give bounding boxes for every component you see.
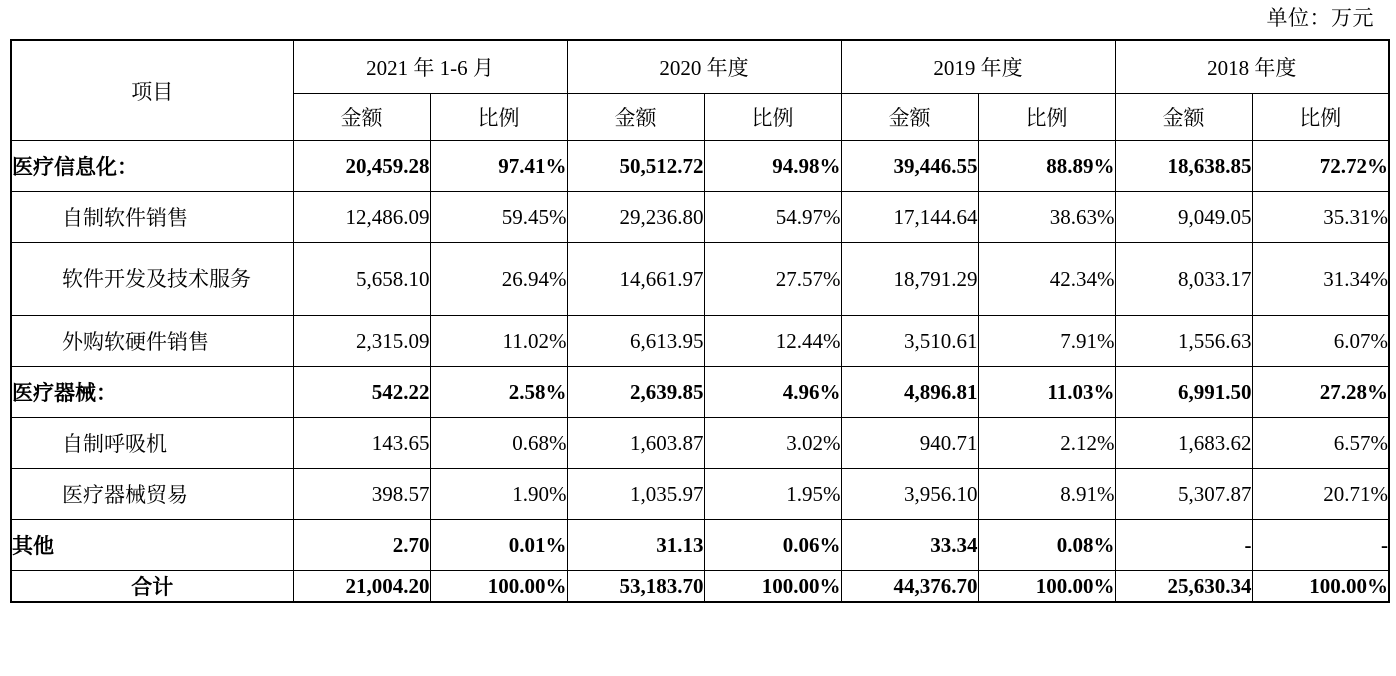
row-cell: 6,991.50 — [1115, 367, 1252, 418]
unit-note: 单位：万元 — [1266, 6, 1374, 30]
subheader-ratio-0: 比例 — [430, 94, 567, 141]
row-label: 其他 — [11, 520, 293, 571]
row-cell: 18,791.29 — [841, 243, 978, 316]
table-row — [11, 243, 1389, 316]
row-cell: 2,639.85 — [567, 367, 704, 418]
row-cell: 29,236.80 — [567, 192, 704, 243]
total-cell: 25,630.34 — [1115, 571, 1252, 603]
row-cell: 1,683.62 — [1115, 418, 1252, 469]
row-cell: 398.57 — [293, 469, 430, 520]
row-cell: 4,896.81 — [841, 367, 978, 418]
row-cell: 26.94% — [430, 243, 567, 316]
subheader-ratio-2: 比例 — [978, 94, 1115, 141]
total-cell: 100.00% — [430, 571, 567, 603]
column-header-period-0: 2021 年 1-6 月 — [293, 40, 567, 94]
row-cell: 1.90% — [430, 469, 567, 520]
row-cell: 94.98% — [704, 141, 841, 192]
row-cell: 2,315.09 — [293, 316, 430, 367]
table-body — [11, 141, 1389, 603]
row-cell: 0.68% — [430, 418, 567, 469]
row-cell: 38.63% — [978, 192, 1115, 243]
total-cell: 100.00% — [978, 571, 1115, 603]
row-cell: 0.08% — [978, 520, 1115, 571]
subheader-amount-1: 金额 — [567, 94, 704, 141]
row-cell: 54.97% — [704, 192, 841, 243]
row-label: 软件开发及技术服务 — [11, 243, 293, 316]
row-cell: 3.02% — [704, 418, 841, 469]
total-cell: 21,004.20 — [293, 571, 430, 603]
column-header-period-2: 2019 年度 — [841, 40, 1115, 94]
row-cell: 940.71 — [841, 418, 978, 469]
row-cell: 35.31% — [1252, 192, 1389, 243]
row-cell: 59.45% — [430, 192, 567, 243]
row-cell: 20.71% — [1252, 469, 1389, 520]
table-row — [11, 367, 1389, 418]
row-cell: 3,956.10 — [841, 469, 978, 520]
row-cell: 2.70 — [293, 520, 430, 571]
subheader-ratio-1: 比例 — [704, 94, 841, 141]
row-cell: 9,049.05 — [1115, 192, 1252, 243]
row-cell: 97.41% — [430, 141, 567, 192]
subheader-amount-2: 金额 — [841, 94, 978, 141]
row-cell: 1,603.87 — [567, 418, 704, 469]
table-row — [11, 520, 1389, 571]
row-cell: 42.34% — [978, 243, 1115, 316]
row-cell: 33.34 — [841, 520, 978, 571]
row-cell: 2.12% — [978, 418, 1115, 469]
row-cell: 12,486.09 — [293, 192, 430, 243]
row-cell: 11.02% — [430, 316, 567, 367]
row-label: 自制呼吸机 — [11, 418, 293, 469]
total-label: 合计 — [11, 571, 293, 603]
row-cell: 6.07% — [1252, 316, 1389, 367]
row-label: 外购软硬件销售 — [11, 316, 293, 367]
row-cell: - — [1115, 520, 1252, 571]
row-label: 自制软件销售 — [11, 192, 293, 243]
revenue-composition-table — [10, 39, 1390, 603]
row-cell: 27.57% — [704, 243, 841, 316]
subheader-amount-3: 金额 — [1115, 94, 1252, 141]
row-label: 医疗器械： — [11, 367, 293, 418]
row-cell: 5,658.10 — [293, 243, 430, 316]
row-cell: 542.22 — [293, 367, 430, 418]
row-cell: 39,446.55 — [841, 141, 978, 192]
row-label: 医疗器械贸易 — [11, 469, 293, 520]
row-cell: 88.89% — [978, 141, 1115, 192]
table-row — [11, 469, 1389, 520]
row-cell: 7.91% — [978, 316, 1115, 367]
column-header-item: 项目 — [11, 40, 293, 141]
row-cell: 1.95% — [704, 469, 841, 520]
table-row-total — [11, 571, 1389, 603]
row-cell: 1,556.63 — [1115, 316, 1252, 367]
table-row — [11, 141, 1389, 192]
row-cell: 5,307.87 — [1115, 469, 1252, 520]
row-cell: 14,661.97 — [567, 243, 704, 316]
row-cell: 31.13 — [567, 520, 704, 571]
row-cell: 6.57% — [1252, 418, 1389, 469]
row-cell: 3,510.61 — [841, 316, 978, 367]
row-cell: 4.96% — [704, 367, 841, 418]
row-cell: 50,512.72 — [567, 141, 704, 192]
table-row — [11, 418, 1389, 469]
row-cell: 31.34% — [1252, 243, 1389, 316]
row-cell: 8,033.17 — [1115, 243, 1252, 316]
header-row-periods — [11, 40, 1389, 94]
total-cell: 44,376.70 — [841, 571, 978, 603]
row-cell: 20,459.28 — [293, 141, 430, 192]
row-label: 医疗信息化： — [11, 141, 293, 192]
row-cell: 1,035.97 — [567, 469, 704, 520]
row-cell: 72.72% — [1252, 141, 1389, 192]
total-cell: 100.00% — [1252, 571, 1389, 603]
table-row — [11, 316, 1389, 367]
row-cell: 17,144.64 — [841, 192, 978, 243]
row-cell: 12.44% — [704, 316, 841, 367]
row-cell: 8.91% — [978, 469, 1115, 520]
row-cell: 2.58% — [430, 367, 567, 418]
column-header-period-1: 2020 年度 — [567, 40, 841, 94]
row-cell: 143.65 — [293, 418, 430, 469]
column-header-period-3: 2018 年度 — [1115, 40, 1389, 94]
subheader-ratio-3: 比例 — [1252, 94, 1389, 141]
row-cell: 6,613.95 — [567, 316, 704, 367]
row-cell: 0.01% — [430, 520, 567, 571]
subheader-amount-0: 金额 — [293, 94, 430, 141]
table-header — [11, 40, 1389, 141]
row-cell: - — [1252, 520, 1389, 571]
total-cell: 53,183.70 — [567, 571, 704, 603]
table-row — [11, 192, 1389, 243]
row-cell: 0.06% — [704, 520, 841, 571]
total-cell: 100.00% — [704, 571, 841, 603]
row-cell: 18,638.85 — [1115, 141, 1252, 192]
row-cell: 11.03% — [978, 367, 1115, 418]
row-cell: 27.28% — [1252, 367, 1389, 418]
